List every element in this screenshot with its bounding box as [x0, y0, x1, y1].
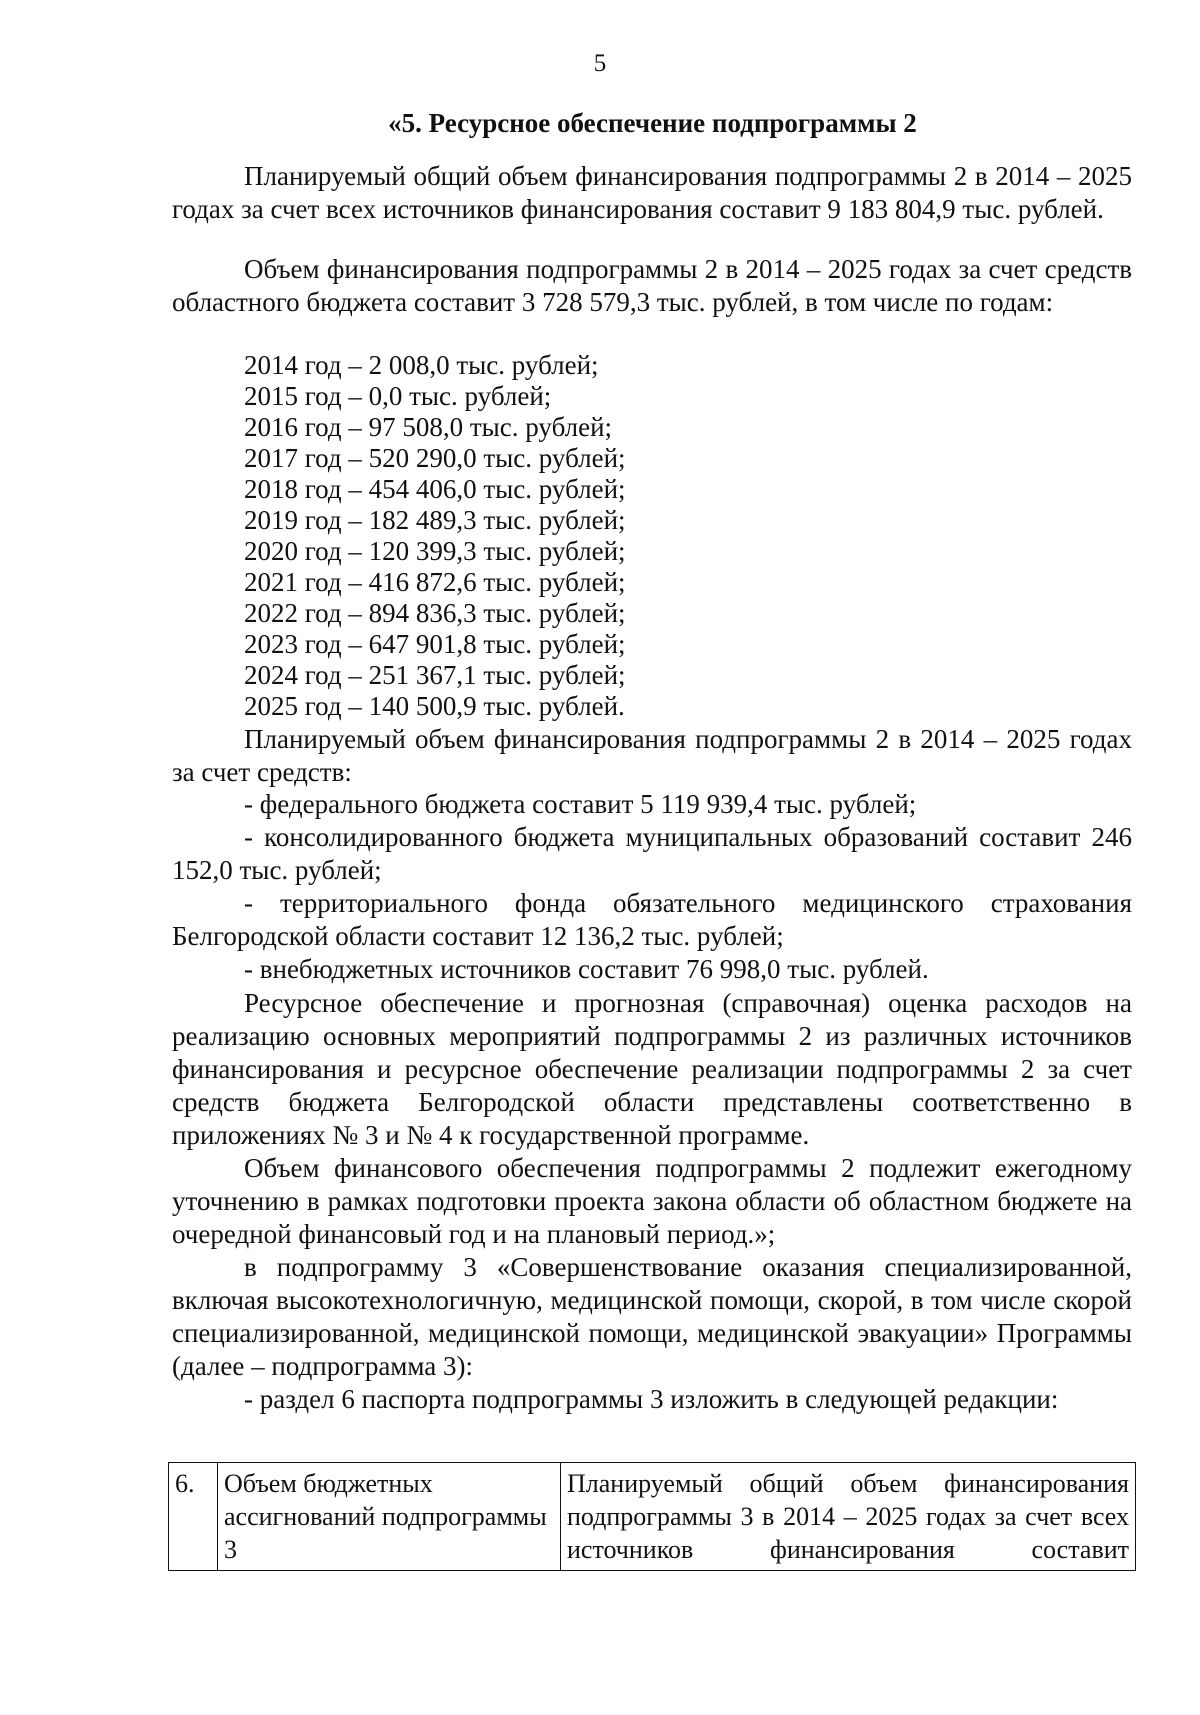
paragraph-funding-sources: Планируемый объем финансирования подпрограммы 2 в 2014 – 2025 годах за счет средств: — [172, 724, 1132, 787]
year-item: 2024 год – 251 367,1 тыс. рублей; — [244, 660, 626, 690]
table-row — [169, 1463, 1136, 1571]
bullet-insurance-fund: - территориального фонда обязательного медицинского страхования Белгородской области составит 12 136,2 тыс. рублей; — [172, 888, 1132, 951]
year-item: 2018 год – 454 406,0 тыс. рублей; — [244, 474, 626, 504]
year-item: 2014 год – 2 008,0 тыс. рублей; — [244, 350, 599, 380]
year-item: 2016 год – 97 508,0 тыс. рублей; — [244, 412, 613, 442]
year-item: 2015 год – 0,0 тыс. рублей; — [244, 381, 552, 411]
passport-table — [168, 1462, 1136, 1571]
bullet-extrabudgetary: - внебюджетных источников составит 76 998,0 тыс. рублей. — [244, 954, 929, 984]
paragraph-regional-budget: Объем финансирования подпрограммы 2 в 2014 – 2025 годах за счет средств областного бюджета составит 3 728 579,3 тыс. рублей, в том числе по годам: — [172, 254, 1132, 317]
bullet-municipal: - консолидированного бюджета муниципальных образований составит 246 152,0 тыс. рублей; — [172, 822, 1132, 885]
year-item: 2017 год – 520 290,0 тыс. рублей; — [244, 443, 626, 473]
year-item: 2019 год – 182 489,3 тыс. рублей; — [244, 505, 626, 535]
section-title: «5. Ресурсное обеспечение подпрограммы 2 — [388, 108, 917, 138]
year-item: 2025 год – 140 500,9 тыс. рублей. — [244, 691, 625, 721]
table-cell-number: 6. — [169, 1463, 218, 1571]
paragraph-subprogram-3: в подпрограмму 3 «Совершенствование оказания специализированной, включая высокотехнологичную, медицинской помощи, скорой, в том числе скорой специализированной, медицинской помощи, медицинской эвакуации» Программы (далее – подпрограмма 3): — [172, 1252, 1132, 1381]
paragraph-annual-update: Объем финансового обеспечения подпрограммы 2 подлежит ежегодному уточнению в рамках подготовки проекта закона области об областном бюджете на очередной финансовый год и на плановый период.»; — [172, 1153, 1132, 1249]
bullet-federal: - федерального бюджета составит 5 119 939,4 тыс. рублей; — [244, 789, 917, 819]
page-number: 5 — [593, 50, 607, 77]
table-cell-text: Планируемый общий объем финансирования подпрограммы 3 в 2014 – 2025 годах за счет всех источников финансирования составит — [561, 1463, 1136, 1571]
year-item: 2021 год – 416 872,6 тыс. рублей; — [244, 567, 626, 597]
year-item: 2020 год – 120 399,3 тыс. рублей; — [244, 536, 626, 566]
table-cell-label: Объем бюджетных ассигнований подпрограммы 3 — [218, 1463, 561, 1571]
paragraph-section-6: - раздел 6 паспорта подпрограммы 3 изложить в следующей редакции: — [244, 1384, 1059, 1414]
paragraph-resource-support: Ресурсное обеспечение и прогнозная (справочная) оценка расходов на реализацию основных мероприятий подпрограммы 2 из различных источников финансирования и ресурсное обеспечение реализации подпрограммы 2 за счет средств бюджета Белгородской области представлены соответственно в приложениях № 3 и № 4 к государственной программе. — [172, 988, 1132, 1150]
year-item: 2022 год – 894 836,3 тыс. рублей; — [244, 598, 626, 628]
paragraph-total-funding: Планируемый общий объем финансирования подпрограммы 2 в 2014 – 2025 годах за счет всех источников финансирования составит 9 183 804,9 тыс. рублей. — [172, 161, 1132, 224]
year-item: 2023 год – 647 901,8 тыс. рублей; — [244, 629, 626, 659]
